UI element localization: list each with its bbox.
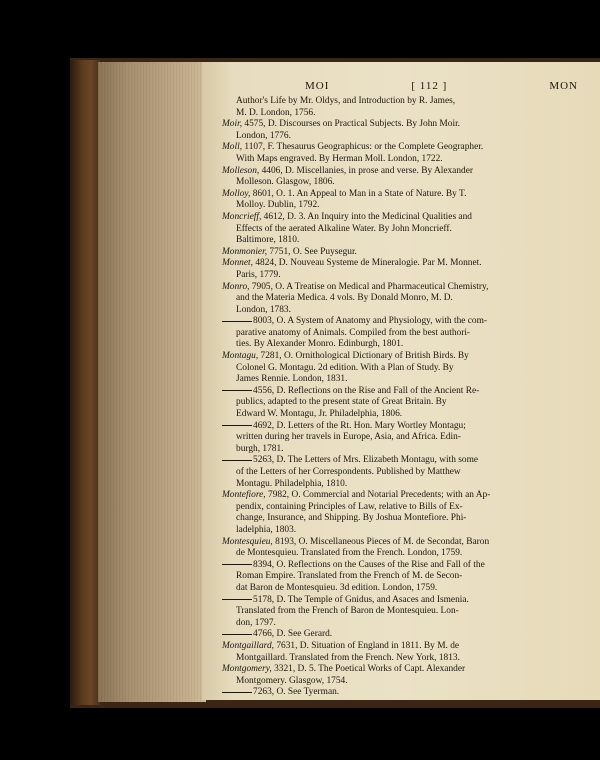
catalog-entry: [222, 687, 582, 699]
entry-continuation-line: Colonel G. Montagu. 2d edition. With a Plan of Study. By: [236, 362, 454, 373]
catalog-entry: [222, 166, 582, 189]
entry-first-line: [222, 316, 582, 328]
entry-heading: Moncrieff,: [222, 211, 262, 222]
entry-first-line: [222, 282, 582, 294]
entry-continuation-line: publics, adapted to the present state of Great Britain. By: [236, 397, 447, 408]
entry-continuation-line: London, 1783.: [236, 304, 291, 315]
page-edges: [98, 62, 206, 702]
entry-first-line: [222, 351, 582, 363]
running-header: [222, 80, 582, 92]
catalog-entry: [222, 490, 582, 536]
entry-heading: Monnet,: [222, 258, 253, 269]
entry-continuation-line: of the Letters of her Correspondents. Published by Matthew: [236, 467, 461, 477]
entry-continuation-line: parative anatomy of Animals. Compiled from the best authori-: [236, 327, 471, 338]
entry-heading: Molloy,: [222, 188, 251, 199]
entry-first-line: [222, 490, 582, 502]
entry-heading: Molleson,: [222, 165, 260, 176]
catalog-entry: [222, 212, 582, 247]
book-page: [202, 62, 600, 700]
entry-text: 4575, D. Discourses on Practical Subjects. By John Moir.: [244, 119, 461, 130]
entry-text: 8394, O. Reflections on the Causes of the Rise and Fall of the: [253, 559, 485, 570]
entry-text: 7263, O. See Tyerman.: [253, 687, 340, 698]
entry-continuation-line: written during her travels in Europe, Asia, and Africa. Edin-: [236, 432, 461, 443]
entry-continuation-line: burgh, 1781.: [236, 443, 284, 454]
entry-continuation-line: don, 1797.: [236, 617, 276, 628]
catalog-entry: [222, 421, 582, 456]
catalog-entry: [222, 560, 582, 595]
catalog-entry: [222, 142, 582, 165]
catalog-entry: [222, 189, 582, 212]
entry-continuation-line: ladelphia, 1803.: [236, 524, 297, 535]
catalog-entry: [222, 664, 582, 687]
entry-continuation-line: London, 1776.: [236, 130, 291, 141]
entry-text: 8193, O. Miscellaneous Pieces of M. de Secondat, Baron: [275, 536, 490, 547]
catalog-entry: [222, 386, 582, 421]
entry-text: 7905, O. A Treatise on Medical and Pharmaceutical Chemistry,: [251, 281, 489, 292]
entry-first-line: [222, 595, 582, 607]
entry-continuation-line: Author's Life by Mr. Oldys, and Introduction by R. James,: [236, 96, 456, 106]
header-left: MOI: [305, 80, 330, 92]
entry-continuation-line: Molleson. Glasgow, 1806.: [236, 177, 335, 188]
entry-first-line: [222, 212, 582, 224]
entry-text: 7631, D. Situation of England in 1811. By M. de: [276, 640, 460, 651]
catalog-entries: [222, 96, 582, 699]
entry-continuation-line: Baltimore, 1810.: [236, 235, 300, 246]
ditto-dash: [222, 692, 252, 693]
entry-text: 8601, O. 1. An Appeal to Man in a State of Nature. By T.: [252, 188, 467, 199]
entry-heading: Monmonier,: [222, 246, 268, 257]
entry-first-line: [222, 189, 582, 201]
entry-first-line: [222, 386, 582, 398]
entry-first-line: [222, 166, 582, 178]
entry-text: 4766, D. See Gerard.: [253, 629, 333, 640]
entry-continuation-line: M. D. London, 1756.: [236, 107, 316, 118]
entry-text: 4406, D. Miscellanies, in prose and verse. By Alexander: [261, 165, 474, 176]
entry-first-line: [222, 258, 582, 270]
book-spine-edge: [70, 60, 100, 705]
ditto-dash: [222, 564, 252, 565]
catalog-entry: [222, 119, 582, 142]
entry-continuation-line: ties. By Alexander Monro. Edinburgh, 1801.: [236, 339, 404, 350]
entry-first-line: [222, 537, 582, 549]
entry-heading: Moir,: [222, 119, 243, 130]
catalog-entry: [222, 641, 582, 664]
entry-continuation-line: Montagu. Philadelphia, 1810.: [236, 478, 348, 489]
entry-text: 4556, D. Reflections on the Rise and Fall of the Ancient Re-: [253, 385, 480, 396]
ditto-dash: [222, 634, 252, 635]
entry-text: 7751, O. See Puysegur.: [269, 246, 357, 257]
entry-heading: Montefiore,: [222, 490, 266, 501]
page-number: [ 112 ]: [411, 80, 448, 92]
catalog-entry: [222, 282, 582, 317]
entry-first-line: [222, 629, 582, 641]
entry-first-line: [222, 247, 582, 259]
entry-text: 4612, D. 3. An Inquiry into the Medicinal Qualities and: [263, 211, 472, 222]
entry-continuation-line: Paris, 1779.: [236, 269, 281, 280]
entry-first-line: [222, 421, 582, 433]
entry-text: 5263, D. The Letters of Mrs. Elizabeth Montagu, with some: [253, 455, 479, 466]
entry-continuation-line: de Montesquieu. Translated from the French. London, 1759.: [236, 548, 463, 559]
catalog-entry: [222, 247, 582, 259]
entry-continuation-line: Roman Empire. Translated from the French of M. de Secon-: [236, 571, 463, 582]
entry-first-line: [222, 560, 582, 572]
entry-text: 5178, D. The Temple of Gnidus, and Asaces and Ismenia.: [253, 594, 469, 605]
entry-continuation-line: Translated from the French of Baron de Montesquieu. Lon-: [236, 606, 459, 617]
catalog-entry: [222, 316, 582, 351]
entry-heading: Moll,: [222, 142, 243, 153]
ditto-dash: [222, 321, 252, 322]
catalog-entry: [222, 455, 582, 490]
catalog-entry: [222, 96, 582, 119]
header-right: MON: [549, 80, 578, 92]
catalog-entry: [222, 537, 582, 560]
entry-heading: Montesquieu,: [222, 536, 273, 547]
entry-continuation-line: Edward W. Montagu, Jr. Philadelphia, 1806.: [236, 409, 403, 420]
entry-text: 7982, O. Commercial and Notarial Precedents; with an Ap-: [268, 490, 491, 501]
entry-heading: Montgaillard,: [222, 640, 274, 651]
entry-heading: Montagu,: [222, 351, 259, 362]
entry-heading: Montgomery,: [222, 664, 272, 675]
catalog-entry: [222, 258, 582, 281]
catalog-entry: [222, 629, 582, 641]
entry-text: 4692, D. Letters of the Rt. Hon. Mary Wortley Montagu;: [253, 420, 466, 431]
catalog-entry: [222, 351, 582, 386]
entry-continuation-line: Molloy. Dublin, 1792.: [236, 200, 320, 211]
ditto-dash: [222, 460, 252, 461]
ditto-dash: [222, 599, 252, 600]
entry-first-line: [222, 664, 582, 676]
entry-text: 4824, D. Nouveau Systeme de Mineralogie. Par M. Monnet.: [255, 258, 482, 269]
entry-continuation-line: and the Materia Medica. 4 vols. By Donald Monro, M. D.: [236, 293, 453, 304]
ditto-dash: [222, 390, 252, 391]
entry-text: 7281, O. Ornithological Dictionary of British Birds. By: [260, 351, 469, 362]
entry-first-line: [222, 641, 582, 653]
catalog-entry: [222, 595, 582, 630]
entry-first-line: [222, 687, 582, 699]
entry-continuation-line: James Rennie. London, 1831.: [236, 374, 348, 385]
entry-text: 1107, F. Thesaurus Geographicus: or the Complete Geographer.: [244, 142, 484, 153]
entry-first-line: [222, 119, 582, 131]
entry-continuation-line: change, Insurance, and Shipping. By Joshua Montefiore. Phi-: [236, 513, 467, 524]
entry-text: 8003, O. A System of Anatomy and Physiology, with the com-: [253, 316, 488, 327]
entry-continuation-line: With Maps engraved. By Herman Moll. London, 1722.: [236, 153, 443, 164]
entry-first-line: [222, 455, 582, 467]
entry-continuation-line: Montgomery. Glasgow, 1754.: [236, 675, 348, 686]
entry-heading: Monro,: [222, 281, 250, 292]
entry-continuation-line: Effects of the aerated Alkaline Water. By John Moncrieff.: [236, 223, 452, 234]
entry-text: 3321, D. 5. The Poetical Works of Capt. Alexander: [274, 664, 466, 675]
entry-first-line: [222, 142, 582, 154]
entry-continuation-line: Montgaillard. Translated from the French. New York, 1813.: [236, 652, 460, 663]
entry-continuation-line: dat Baron de Montesquieu. 3d edition. London, 1759.: [236, 582, 438, 593]
entry-continuation-line: pendix, containing Principles of Law, relative to Bills of Ex-: [236, 501, 463, 512]
ditto-dash: [222, 425, 252, 426]
